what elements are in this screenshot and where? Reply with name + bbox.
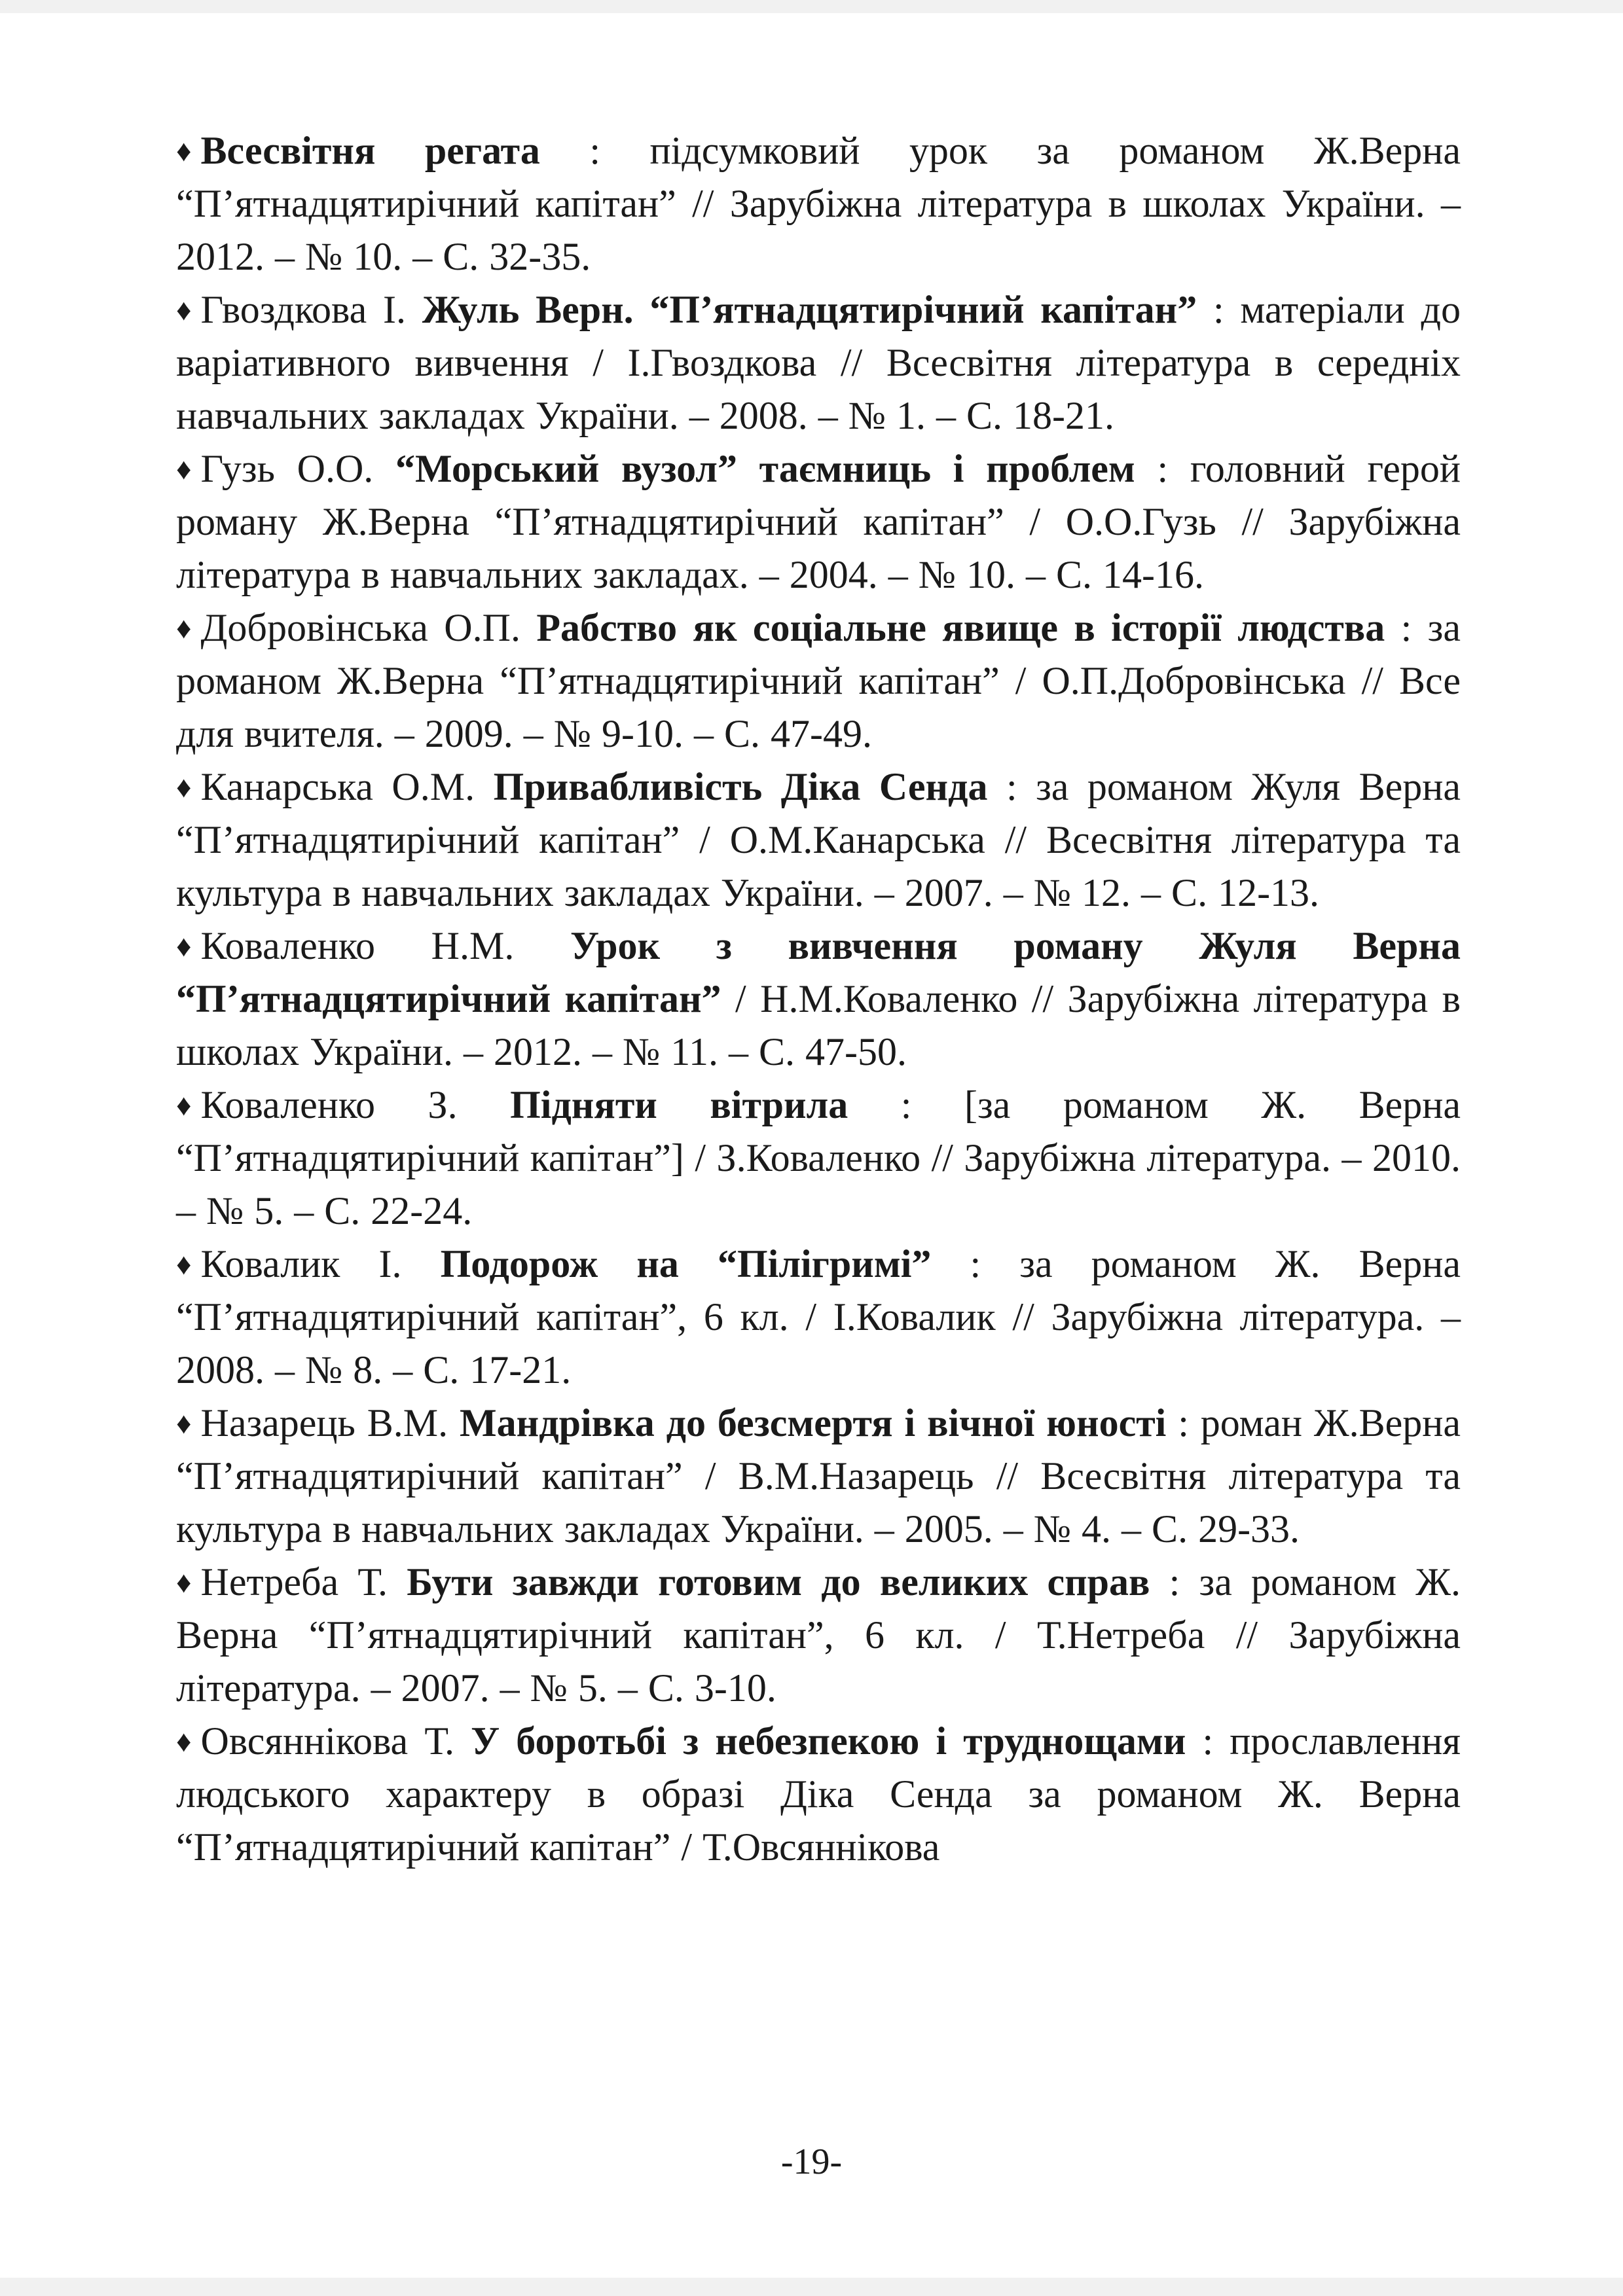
entry-title: Урок з вивчення роману Жуля Верна “П’ятнадцятирічний капітан” [176,924,1461,1020]
entry-title: Подорож на “Пілігримі” [440,1242,932,1285]
entry-details: : головний герой роману Ж.Верна “П’ятнадцятирічний капітан” / О.О.Гузь // Зарубіжна література в навчальних закладах. – 2004. – № 10. – С. 14-16. [176,447,1461,596]
entry-details: : роман Ж.Верна “П’ятнадцятирічний капітан” / В.М.Назарець // Всесвітня література та культура в навчальних закладах України. – 2005. – № 4. – С. 29-33. [176,1401,1461,1551]
diamond-bullet-icon: ♦ [176,293,192,327]
entry-title: Мандрівка до безсмертя і вічної юності [460,1401,1167,1444]
entry-author: Добровінська О.П. [200,606,537,649]
entry-author: Гузь О.О. [200,447,395,490]
entry-author: Гвоздкова І. [200,288,422,331]
diamond-bullet-icon: ♦ [176,1247,192,1281]
diamond-bullet-icon: ♦ [176,1725,192,1758]
bibliography-entry [176,1715,1461,1874]
bibliography-entry [176,1556,1461,1715]
entry-author: Коваленко Н.М. [200,924,571,967]
bibliography-entry [176,920,1461,1079]
entry-author: Коваленко З. [200,1083,511,1126]
entry-details: : [за романом Ж. Верна “П’ятнадцятирічний капітан”] / З.Коваленко // Зарубіжна література. – 2010. – № 5. – С. 22-24. [176,1083,1461,1232]
bibliography-entry [176,1397,1461,1556]
document-page [0,13,1623,2278]
page-number: -19- [780,2142,843,2182]
entry-details: / Н.М.Коваленко // Зарубіжна література в школах України. – 2012. – № 11. – С. 47-50. [176,977,1461,1073]
diamond-bullet-icon: ♦ [176,1566,192,1599]
bibliography-entry [176,1238,1461,1397]
entry-title: “Морський вузол” таємниць і проблем [395,447,1135,490]
bibliography-entry [176,1079,1461,1238]
entry-details: : матеріали до варіативного вивчення / І.Гвоздкова // Всесвітня література в середніх навчальних закладах України. – 2008. – № 1. – С. 18-21. [176,288,1461,437]
entry-title: Рабство як соціальне явище в історії людства [536,606,1385,649]
diamond-bullet-icon: ♦ [176,1407,192,1440]
bibliography-entry [176,442,1461,601]
diamond-bullet-icon: ♦ [176,134,192,168]
bibliography-entry [176,124,1461,283]
bibliography-entry [176,283,1461,442]
entry-title: У боротьбі з небезпекою і труднощами [471,1719,1186,1763]
diamond-bullet-icon: ♦ [176,770,192,804]
entry-author: Нетреба Т. [200,1560,407,1604]
bibliography-entry [176,601,1461,761]
diamond-bullet-icon: ♦ [176,611,192,645]
entry-details: : підсумковий урок за романом Ж.Верна “П’ятнадцятирічний капітан” // Зарубіжна література в школах України. – 2012. – № 10. – С. 32-35. [176,129,1461,278]
entry-details: : за романом Ж. Верна “П’ятнадцятирічний капітан”, 6 кл. / І.Ковалик // Зарубіжна література. – 2008. – № 8. – С. 17-21. [176,1242,1461,1391]
diamond-bullet-icon: ♦ [176,929,192,963]
entry-details: : прославлення людського характеру в образі Діка Сенда за романом Ж. Верна “П’ятнадцятирічний капітан” / Т.Овсяннікова [176,1719,1461,1869]
entry-author: Канарська О.М. [200,765,494,808]
entry-author: Ковалик І. [200,1242,441,1285]
diamond-bullet-icon: ♦ [176,452,192,486]
entry-author: Назарець В.М. [200,1401,460,1444]
entry-title: Жуль Верн. “П’ятнадцятирічний капітан” [422,288,1197,331]
entry-title: Привабливість Діка Сенда [493,765,988,808]
entry-author: Овсяннікова Т. [200,1719,471,1763]
bibliography-entry [176,761,1461,920]
entry-details: : за романом Ж.Верна “П’ятнадцятирічний капітан” / О.П.Добровінська // Все для вчителя. – 2009. – № 9-10. – С. 47-49. [176,606,1461,755]
entry-details: : за романом Жуля Верна “П’ятнадцятирічний капітан” / О.М.Канарська // Всесвітня література та культура в навчальних закладах України. – 2007. – № 12. – С. 12-13. [176,765,1461,914]
entry-title: Підняти вітрила [510,1083,848,1126]
entry-details: : за романом Ж. Верна “П’ятнадцятирічний капітан”, 6 кл. / Т.Нетреба // Зарубіжна література. – 2007. – № 5. – С. 3-10. [176,1560,1461,1710]
bibliography-list [176,124,1461,1874]
entry-title: Бути завжди готовим до великих справ [407,1560,1150,1604]
diamond-bullet-icon: ♦ [176,1088,192,1122]
entry-title: Всесвітня регата [200,129,540,172]
